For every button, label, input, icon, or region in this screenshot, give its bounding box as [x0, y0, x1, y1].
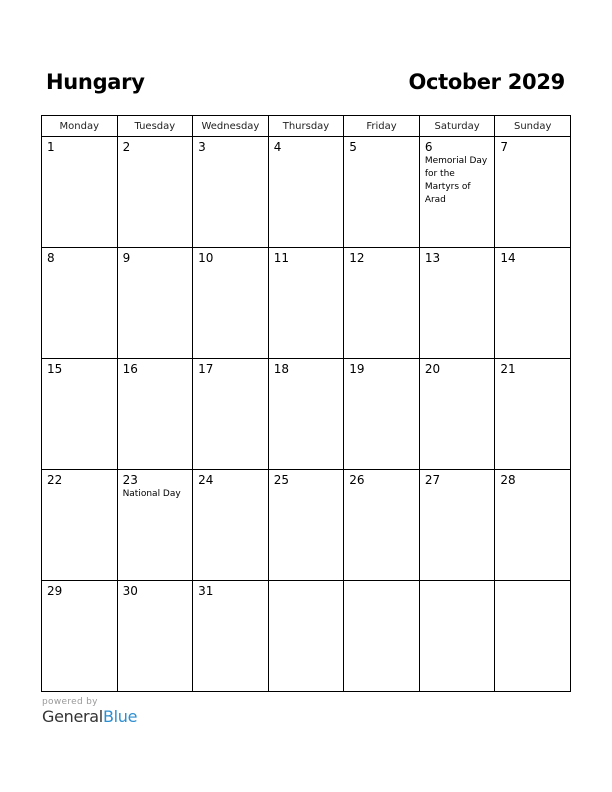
day-number: 1 [47, 140, 55, 154]
weekday-header-row [42, 116, 571, 137]
holiday-label [420, 376, 495, 377]
day-cell [117, 359, 193, 470]
day-cell [344, 581, 420, 692]
generalblue-logo[interactable] [42, 697, 137, 726]
holiday-label [495, 154, 570, 155]
weekday-sunday: Sunday [495, 116, 571, 137]
day-cell [419, 248, 495, 359]
holiday-label [420, 487, 495, 488]
month-year-title: October 2029 [408, 70, 565, 94]
day-number: 22 [47, 473, 63, 487]
weekday-monday: Monday [42, 116, 118, 137]
day-number: 3 [198, 140, 206, 154]
day-number: 21 [500, 362, 516, 376]
day-number: 8 [47, 251, 55, 265]
day-number: 14 [500, 251, 516, 265]
holiday-label [193, 265, 268, 266]
brand-wordmark [42, 707, 137, 726]
day-number: 2 [122, 140, 131, 154]
country-title: Hungary [46, 70, 145, 94]
day-cell [268, 137, 344, 248]
holiday-label [344, 376, 419, 377]
week-row [42, 248, 571, 359]
day-number: 5 [349, 140, 357, 154]
calendar-grid [41, 115, 571, 692]
day-cell [344, 359, 420, 470]
holiday-label [269, 376, 344, 377]
day-cell [117, 137, 193, 248]
day-cell [419, 470, 495, 581]
day-number: 31 [198, 584, 214, 598]
holiday-label [269, 154, 344, 155]
holiday-label [42, 598, 117, 599]
day-number: 10 [198, 251, 214, 265]
brand-blue: Blue [102, 707, 138, 726]
day-number: 6 [424, 140, 433, 154]
holiday-label [42, 265, 117, 266]
weekday-tuesday: Tuesday [117, 116, 193, 137]
holiday-label [495, 265, 570, 266]
day-cell [117, 581, 193, 692]
holiday-label: Memorial Day for the Martyrs of Arad [424, 156, 488, 205]
holiday-label [344, 154, 419, 155]
holiday-label [495, 376, 570, 377]
day-cell [268, 470, 344, 581]
holiday-label [193, 376, 268, 377]
powered-by-text: powered by [42, 697, 98, 707]
day-number: 19 [349, 362, 365, 376]
holiday-label [344, 584, 419, 585]
brand-general: General [42, 707, 103, 726]
day-number: 15 [47, 362, 63, 376]
day-cell [495, 248, 571, 359]
week-row [42, 137, 571, 248]
day-cell [117, 470, 193, 581]
day-cell [419, 137, 495, 248]
day-cell [495, 581, 571, 692]
day-cell [495, 137, 571, 248]
holiday-label [193, 154, 268, 155]
week-row [42, 470, 571, 581]
day-number: 20 [424, 362, 441, 376]
weekday-thursday: Thursday [268, 116, 344, 137]
day-number: 9 [122, 251, 131, 265]
day-cell [419, 359, 495, 470]
holiday-label [118, 376, 193, 377]
holiday-label [193, 487, 268, 488]
day-number: 7 [500, 140, 509, 154]
day-cell [344, 248, 420, 359]
day-cell [193, 359, 269, 470]
holiday-label [269, 487, 344, 488]
holiday-label [269, 265, 344, 266]
day-cell [344, 470, 420, 581]
holiday-label [42, 154, 117, 155]
holiday-label [118, 598, 193, 599]
day-number: 24 [198, 473, 214, 487]
day-cell [268, 248, 344, 359]
day-cell [42, 248, 118, 359]
day-cell [495, 470, 571, 581]
day-cell [193, 470, 269, 581]
day-cell [42, 470, 118, 581]
holiday-label [495, 584, 570, 585]
day-cell [193, 248, 269, 359]
day-cell [268, 359, 344, 470]
day-cell [193, 581, 269, 692]
holiday-label: National Day [122, 489, 181, 499]
day-cell [42, 137, 118, 248]
day-number: 13 [424, 251, 441, 265]
day-number: 28 [500, 473, 516, 487]
day-cell [42, 359, 118, 470]
holiday-label [495, 487, 570, 488]
holiday-label [420, 584, 495, 585]
day-number: 18 [273, 362, 289, 376]
day-number: 27 [424, 473, 441, 487]
day-number: 23 [122, 473, 138, 487]
day-cell [495, 359, 571, 470]
day-number: 11 [273, 251, 289, 265]
weekday-wednesday: Wednesday [193, 116, 269, 137]
day-number: 26 [349, 473, 365, 487]
day-number: 16 [122, 362, 138, 376]
day-number: 29 [47, 584, 63, 598]
holiday-label [420, 265, 495, 266]
weekday-friday: Friday [344, 116, 420, 137]
holiday-label [193, 598, 268, 599]
day-cell [117, 248, 193, 359]
holiday-label [118, 265, 193, 266]
holiday-label [344, 487, 419, 488]
weekday-saturday: Saturday [419, 116, 495, 137]
holiday-label [118, 154, 193, 155]
day-number: 17 [198, 362, 214, 376]
week-row [42, 359, 571, 470]
holiday-label [269, 584, 344, 585]
week-row [42, 581, 571, 692]
day-number: 30 [122, 584, 138, 598]
day-cell [193, 137, 269, 248]
day-number: 4 [273, 140, 282, 154]
holiday-label [344, 265, 419, 266]
day-cell [344, 137, 420, 248]
day-cell [42, 581, 118, 692]
day-number: 12 [349, 251, 365, 265]
holiday-label [42, 487, 117, 488]
day-number: 25 [273, 473, 289, 487]
day-cell [419, 581, 495, 692]
holiday-label [42, 376, 117, 377]
day-cell [268, 581, 344, 692]
